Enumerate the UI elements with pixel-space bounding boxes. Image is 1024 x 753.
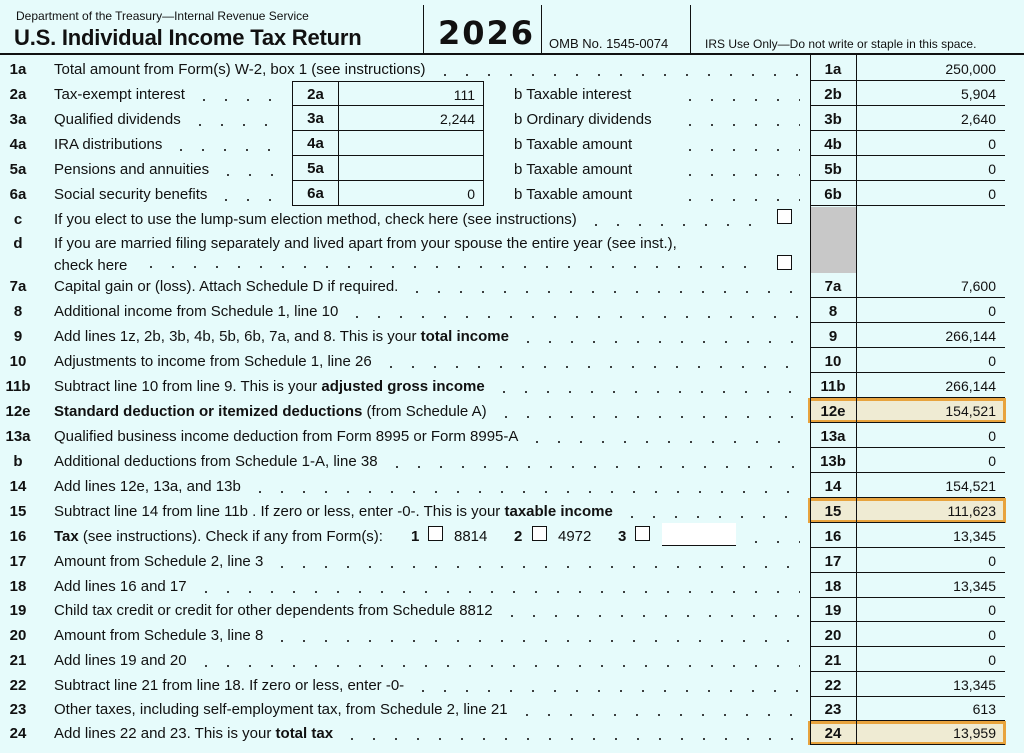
line-bold-text: total income	[420, 328, 509, 345]
line-number: 22	[9, 677, 27, 694]
line-text: Subtract line 21 from line 18. If zero or less, enter -0-	[54, 677, 405, 694]
form-line-23	[0, 697, 1005, 721]
line-text: Amount from Schedule 2, line 3	[54, 553, 264, 570]
right-column-divider	[856, 55, 857, 745]
dot-leader	[193, 81, 285, 106]
dot-leader	[517, 323, 800, 348]
line-amount-10[interactable]: 0	[988, 353, 996, 369]
header-divider	[690, 5, 691, 53]
line-number: 13a	[5, 428, 31, 445]
line-number: 5a	[9, 161, 27, 178]
line-text: Total amount from Form(s) W-2, box 1 (see instructions)	[54, 61, 426, 78]
line-text: Subtract line 14 from line 11b . If zero or less, enter -0-. This is your	[54, 503, 501, 520]
line-description	[54, 428, 518, 445]
form-line-18	[0, 573, 1005, 598]
form-line-9	[0, 323, 1005, 348]
line-amount-13b[interactable]: 0	[988, 453, 996, 469]
line-label-12e: 12e	[820, 403, 846, 420]
line-label-14: 14	[824, 478, 842, 495]
line-amount-21[interactable]: 0	[988, 652, 996, 668]
line-number: 15	[9, 503, 27, 520]
amount-underline	[810, 744, 1005, 745]
form-title: U.S. Individual Income Tax Return	[14, 25, 362, 50]
line-description	[54, 553, 263, 570]
line-label-11b: 11b	[820, 378, 846, 395]
line-number: c	[13, 211, 23, 228]
header-divider	[541, 5, 542, 53]
line-text: If you are married filing separately and lived apart from your spouse the entire year (see inst.),	[54, 235, 677, 252]
dot-leader	[679, 156, 800, 181]
line-label-15: 15	[824, 503, 842, 520]
line-bold-text: Tax	[54, 528, 79, 545]
form-line-20	[0, 622, 1005, 647]
line-number: 19	[9, 602, 27, 619]
line-amount-9[interactable]: 266,144	[945, 328, 996, 344]
form-line-3a	[0, 106, 1005, 131]
dot-leader	[621, 498, 800, 523]
line-subitem-b	[514, 111, 652, 128]
line-description	[54, 578, 187, 595]
dot-leader	[585, 206, 765, 231]
line-number: 11b	[5, 378, 31, 395]
tax-year: 2026	[438, 14, 536, 52]
line-amount-8[interactable]: 0	[988, 303, 996, 319]
form-line-10	[0, 348, 1005, 373]
line-label-6b: 6b	[824, 186, 842, 203]
subitem-text: b Ordinary dividends	[514, 111, 652, 128]
form-line-11b	[0, 373, 1005, 398]
form-line-16	[0, 523, 1005, 548]
line-number: 20	[9, 627, 27, 644]
line-amount-5b[interactable]: 0	[988, 161, 996, 177]
form-check-number: 1	[411, 528, 420, 545]
line-label-7a: 7a	[824, 278, 842, 295]
line-text: Add lines 16 and 17	[54, 578, 187, 595]
dot-leader	[189, 106, 285, 131]
dot-leader	[195, 573, 800, 598]
form-line-12e	[0, 398, 1005, 423]
line-label-24: 24	[824, 725, 842, 742]
line-text: Additional deductions from Schedule 1-A, line 38	[54, 453, 378, 470]
line-label-9: 9	[828, 328, 838, 345]
line-description	[54, 328, 509, 345]
line-description	[54, 61, 426, 78]
line-label-22: 22	[824, 677, 842, 694]
form-line-21	[0, 647, 1005, 672]
line-number: 21	[9, 652, 27, 669]
line-label-5b: 5b	[824, 161, 842, 178]
line-number: 23	[9, 701, 27, 718]
line-number: 4a	[9, 136, 27, 153]
dot-leader	[195, 647, 800, 672]
shaded-cell	[811, 207, 856, 273]
line-amount-3b[interactable]: 2,640	[960, 111, 996, 127]
entry-box-label: 5a	[293, 156, 339, 180]
dot-leader	[380, 348, 800, 373]
line-description	[54, 503, 613, 520]
dot-leader	[679, 181, 800, 206]
entry-box-value[interactable]: 111	[453, 87, 475, 103]
line-text: Child tax credit or credit for other dependents from Schedule 8812	[54, 602, 493, 619]
line-description	[54, 136, 162, 153]
line-subitem-b	[514, 186, 632, 203]
dot-leader	[412, 672, 800, 697]
line-bold-text: taxable income	[504, 503, 613, 520]
form-line-13a	[0, 423, 1005, 448]
line-description	[54, 652, 187, 669]
dot-leader	[386, 448, 800, 473]
line-amount-12e[interactable]: 154,521	[945, 403, 996, 419]
line-description	[54, 86, 185, 103]
form-check-number: 3	[618, 528, 627, 545]
line-description	[54, 111, 181, 128]
line-subitem-b	[514, 86, 631, 103]
line-text: Subtract line 10 from line 9. This is your	[54, 378, 318, 395]
line-label-8: 8	[828, 303, 838, 320]
line-description	[54, 161, 209, 178]
line-text: Amount from Schedule 3, line 8	[54, 627, 264, 644]
line-amount-14[interactable]: 154,521	[945, 478, 996, 494]
line-amount-2b[interactable]: 5,904	[960, 86, 996, 102]
dot-leader	[341, 721, 800, 745]
header-divider	[423, 5, 424, 53]
line-label-4b: 4b	[824, 136, 842, 153]
subitem-text: b Taxable amount	[514, 161, 633, 178]
form-line-b	[0, 448, 1005, 473]
line-number: 7a	[9, 278, 27, 295]
line-text: Add lines 22 and 23. This is your	[54, 725, 272, 742]
line-text: (see instructions). Check if any from Form(s):	[82, 528, 383, 545]
line-label-13a: 13a	[820, 428, 846, 445]
form-line-15	[0, 498, 1005, 523]
line-number: 3a	[9, 111, 27, 128]
entry-box-label: 2a	[293, 82, 339, 105]
line-text: Add lines 12e, 13a, and 13b	[54, 478, 241, 495]
entry-box-label: 4a	[293, 131, 339, 155]
entry-box-6a[interactable]	[292, 181, 484, 206]
entry-box-4a[interactable]	[292, 131, 484, 156]
line-amount-22[interactable]: 13,345	[953, 677, 996, 693]
form-name: 8814	[454, 528, 488, 545]
line-description	[54, 186, 207, 203]
line-text: Social security benefits	[54, 186, 208, 203]
other-form-input[interactable]	[662, 523, 736, 546]
dot-leader	[346, 298, 800, 323]
line-bold-text: adjusted gross income	[321, 378, 485, 395]
line-description	[54, 701, 508, 718]
entry-box-2a[interactable]	[292, 81, 484, 106]
line-label-13b: 13b	[820, 453, 846, 470]
dot-leader	[215, 181, 285, 206]
line-text: If you elect to use the lump-sum election method, check here (see instructions)	[54, 211, 577, 228]
line-label-19: 19	[824, 602, 842, 619]
form-line-17	[0, 548, 1005, 573]
form-line-14	[0, 473, 1005, 498]
entry-box-label: 6a	[293, 181, 339, 205]
lump-sum-checkbox[interactable]	[777, 209, 792, 224]
line-subitem-b	[514, 136, 632, 153]
form-line-19	[0, 598, 1005, 622]
dot-leader	[434, 56, 800, 81]
line-description	[54, 378, 485, 395]
line-number: 16	[9, 528, 27, 545]
line-label-16: 16	[824, 528, 842, 545]
line-text: Add lines 19 and 20	[54, 652, 187, 669]
form-line-22	[0, 672, 1005, 697]
line-amount-6b[interactable]: 0	[988, 186, 996, 202]
form-name: 4972	[558, 528, 592, 545]
form-line-7a	[0, 273, 1005, 298]
dot-leader	[679, 106, 800, 131]
entry-box-3a[interactable]	[292, 106, 484, 131]
line-label-10: 10	[824, 353, 842, 370]
dot-leader	[495, 398, 800, 423]
line-number: 12e	[5, 403, 31, 420]
line-amount-18[interactable]: 13,345	[953, 578, 996, 594]
line-amount-23[interactable]: 613	[972, 701, 996, 717]
line-amount-11b[interactable]: 266,144	[945, 378, 996, 394]
form-check-number: 2	[514, 528, 523, 545]
dot-leader	[406, 273, 800, 298]
dot-leader	[140, 231, 760, 273]
line-amount-15[interactable]: 111,623	[947, 503, 996, 519]
dot-leader	[526, 423, 800, 448]
irs-use-only-note: IRS Use Only—Do not write or staple in this space.	[705, 37, 977, 51]
line-description	[54, 303, 338, 320]
line-text: Adjustments to income from Schedule 1, line 26	[54, 353, 372, 370]
line-label-20: 20	[824, 627, 842, 644]
line-number: 6a	[9, 186, 27, 203]
line-number: 24	[9, 725, 27, 742]
married-separately-checkbox[interactable]	[777, 255, 792, 270]
line-description	[54, 725, 333, 742]
line-text: IRA distributions	[54, 136, 163, 153]
line-number: 1a	[9, 61, 27, 78]
line-amount-4b[interactable]: 0	[988, 136, 996, 152]
department-line: Department of the Treasury—Internal Revenue Service	[16, 9, 309, 23]
line-description	[54, 278, 398, 295]
line-number: 10	[9, 353, 27, 370]
line-description-continued: check here	[54, 257, 128, 274]
entry-box-value[interactable]: 2,244	[439, 111, 475, 127]
form-line-2a	[0, 81, 1005, 106]
line-description	[54, 453, 378, 470]
line-text: Tax-exempt interest	[54, 86, 185, 103]
form-line-5a	[0, 156, 1005, 181]
line-text: Qualified business income deduction from Form 8995 or Form 8995-A	[54, 428, 519, 445]
line-text: (from Schedule A)	[366, 403, 487, 420]
line-text: Other taxes, including self-employment tax, from Schedule 2, line 21	[54, 701, 508, 718]
line-text: Add lines 1z, 2b, 3b, 4b, 5b, 6b, 7a, and 8. This is your	[54, 328, 417, 345]
line-description	[54, 403, 487, 420]
line-description	[54, 677, 404, 694]
dot-leader	[271, 622, 800, 647]
line-description	[54, 528, 383, 545]
entry-box-value[interactable]: 0	[467, 186, 475, 202]
line-label-17: 17	[824, 553, 842, 570]
line-text: Additional income from Schedule 1, line 10	[54, 303, 339, 320]
subitem-text: b Taxable amount	[514, 136, 633, 153]
line-label-18: 18	[824, 578, 842, 595]
line-number: d	[13, 235, 23, 252]
line-number: 18	[9, 578, 27, 595]
line-label-21: 21	[824, 652, 842, 669]
line-bold-text: Standard deduction or itemized deductions	[54, 403, 363, 420]
line-amount-13a[interactable]: 0	[988, 428, 996, 444]
entry-box-label: 3a	[293, 106, 339, 130]
dot-leader	[271, 548, 800, 573]
line-text: Capital gain or (loss). Attach Schedule D if required.	[54, 278, 399, 295]
dot-leader	[170, 131, 285, 156]
line-amount-17[interactable]: 0	[988, 553, 996, 569]
line-amount-24[interactable]: 13,959	[953, 725, 996, 741]
dot-leader	[501, 598, 800, 622]
line-bold-text: total tax	[275, 725, 334, 742]
line-number: 2a	[9, 86, 27, 103]
subitem-text: b Taxable amount	[514, 186, 633, 203]
line-description	[54, 627, 263, 644]
line-amount-7a[interactable]: 7,600	[960, 278, 996, 294]
form-other-checkbox[interactable]	[635, 526, 650, 541]
omb-number: OMB No. 1545-0074	[549, 36, 669, 51]
line-text: Qualified dividends	[54, 111, 181, 128]
form-line-8	[0, 298, 1005, 323]
line-number: 9	[13, 328, 23, 345]
line-amount-20[interactable]: 0	[988, 627, 996, 643]
line-number: 17	[9, 553, 27, 570]
dot-leader	[516, 697, 800, 721]
line-label-2b: 2b	[824, 86, 842, 103]
line-amount-1a[interactable]: 250,000	[945, 61, 996, 77]
form-line-1a	[0, 56, 1005, 81]
dot-leader	[249, 473, 800, 498]
dot-leader	[493, 373, 800, 398]
line-label-3b: 3b	[824, 111, 842, 128]
line-subitem-b	[514, 161, 632, 178]
line-text: Pensions and annuities	[54, 161, 210, 178]
form-4972-checkbox[interactable]	[532, 526, 547, 541]
form-line-6a	[0, 181, 1005, 206]
form-header	[0, 0, 1024, 55]
form-line-4a	[0, 131, 1005, 156]
form-8814-checkbox[interactable]	[428, 526, 443, 541]
subitem-text: b Taxable interest	[514, 86, 632, 103]
line-number: 14	[9, 478, 27, 495]
line-number: 8	[13, 303, 23, 320]
line-amount-16[interactable]: 13,345	[953, 528, 996, 544]
form-line-24	[0, 721, 1005, 745]
dot-leader	[745, 523, 800, 548]
line-amount-19[interactable]: 0	[988, 602, 996, 618]
line-description	[54, 353, 372, 370]
dot-leader	[217, 156, 285, 181]
line-number: b	[13, 453, 23, 470]
line-label-1a: 1a	[824, 61, 842, 78]
line-description	[54, 478, 241, 495]
line-description	[54, 211, 577, 228]
line-description	[54, 602, 493, 619]
right-column-left-border	[810, 55, 811, 745]
dot-leader	[679, 81, 800, 106]
line-label-23: 23	[824, 701, 842, 718]
dot-leader	[679, 131, 800, 156]
entry-box-5a[interactable]	[292, 156, 484, 181]
